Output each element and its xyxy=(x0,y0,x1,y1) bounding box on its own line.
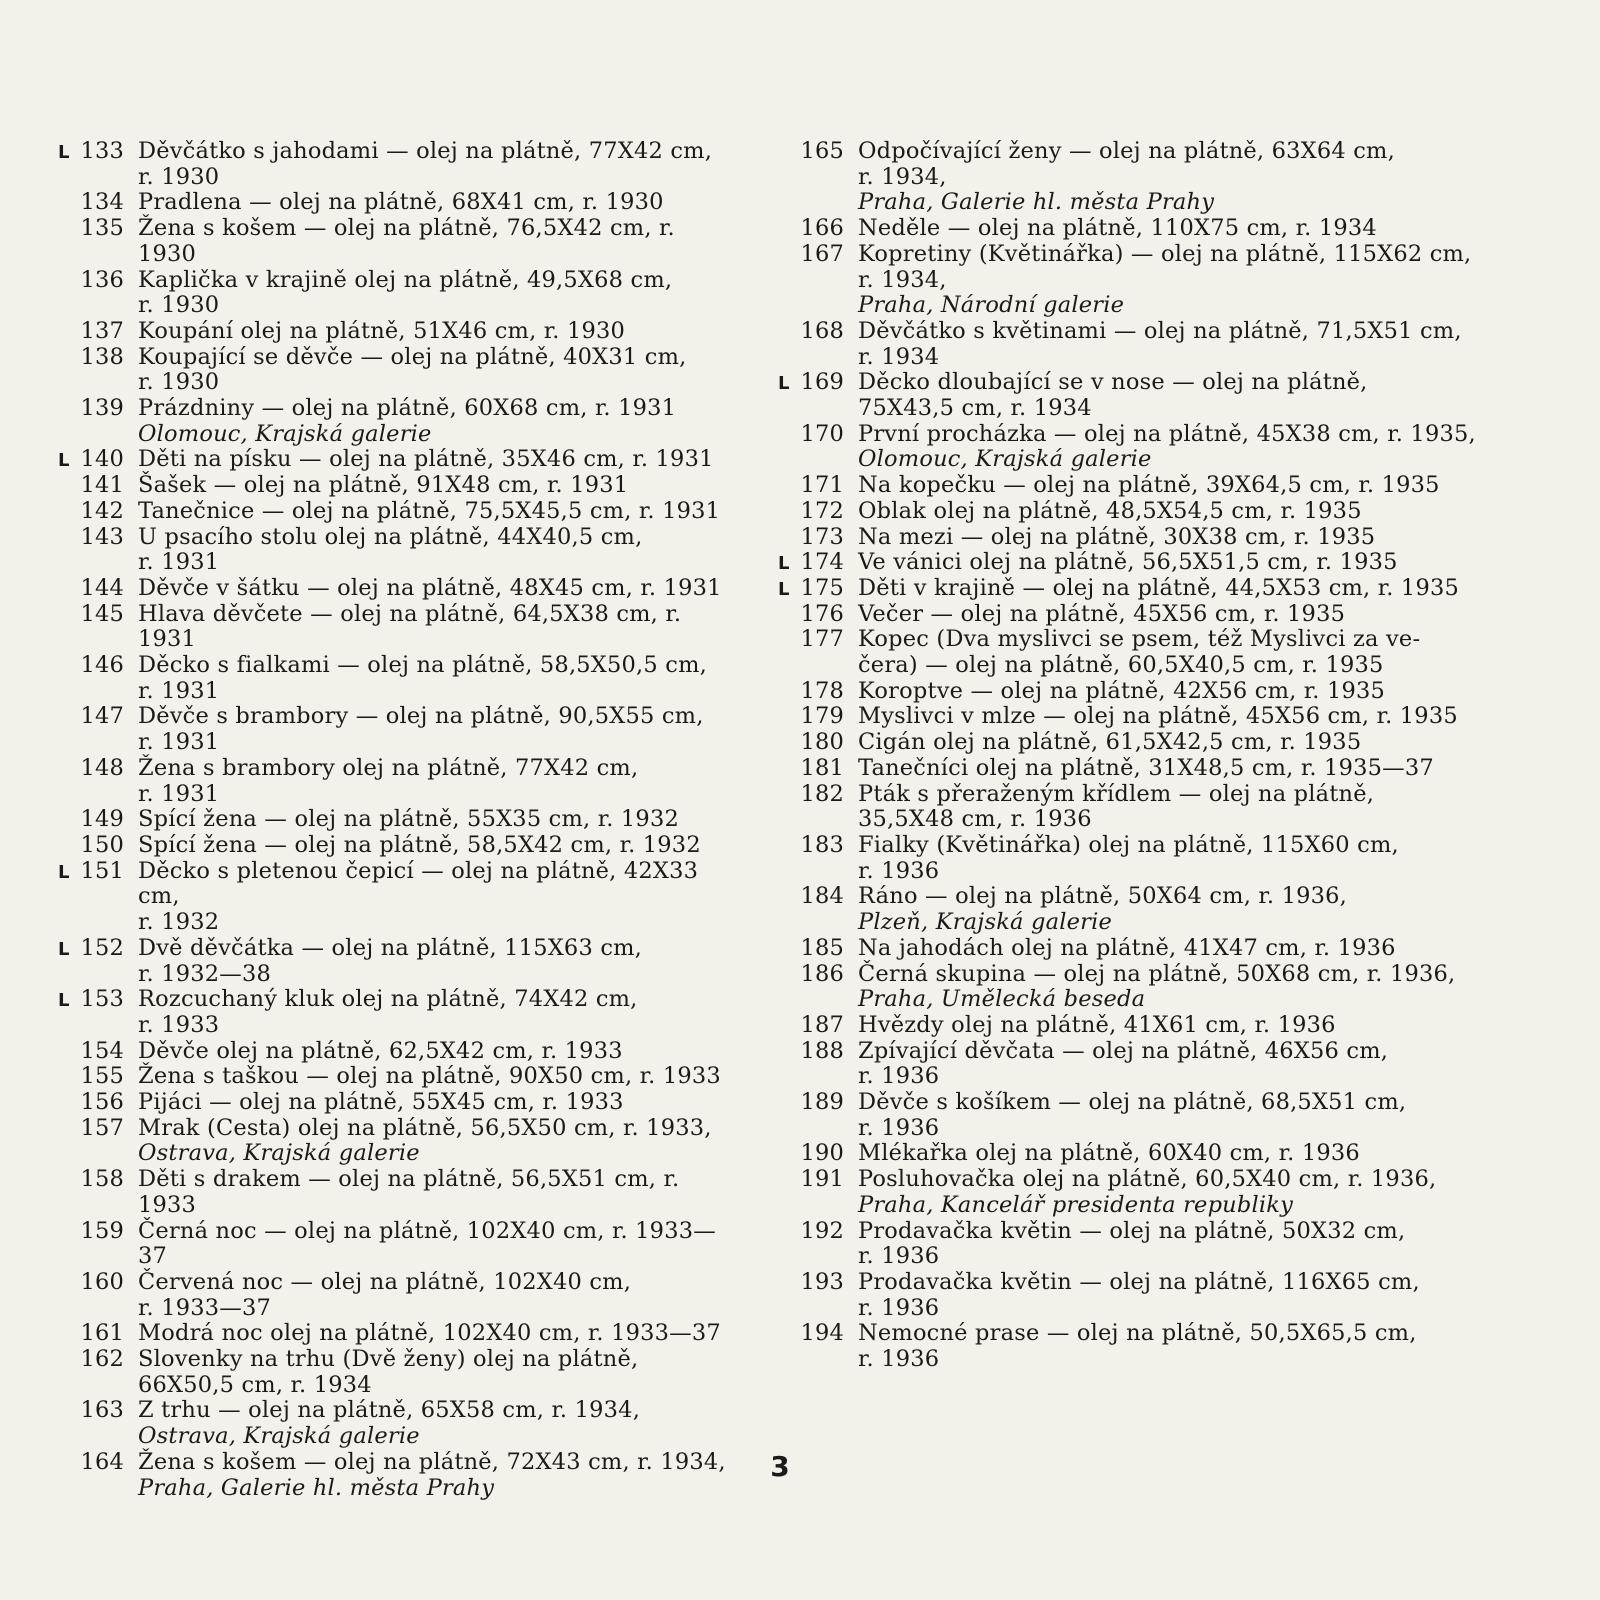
entry-number: 139 xyxy=(80,395,124,422)
entry-text-line: Mrak (Cesta) olej na plátně, 56,5X50 cm, r. 1933, xyxy=(138,1114,712,1141)
entry-text-line: Děvče olej na plátně, 62,5X42 cm, r. 1933 xyxy=(138,1037,623,1064)
entry-number: 160 xyxy=(80,1268,124,1295)
catalog-entry xyxy=(800,679,1480,705)
handwritten-mark: L xyxy=(58,938,70,960)
entry-number: 157 xyxy=(80,1114,124,1141)
catalog-entry xyxy=(80,396,740,447)
entry-number: 166 xyxy=(800,215,844,242)
catalog-entry xyxy=(800,473,1480,499)
entry-text-line: Na kopečku — olej na plátně, 39X64,5 cm, r. 1935 xyxy=(858,472,1440,499)
entry-number: 136 xyxy=(80,266,124,293)
entry-text-line: U psacího stolu olej na plátně, 44X40,5 cm, xyxy=(138,523,643,550)
catalog-entry xyxy=(80,525,740,576)
catalog-entry xyxy=(800,936,1480,962)
entry-number: 190 xyxy=(800,1140,844,1167)
entry-location: Olomouc, Krajská galerie xyxy=(138,420,432,447)
catalog-entry xyxy=(800,319,1480,370)
catalog-entry xyxy=(800,1039,1480,1090)
entry-number: 137 xyxy=(80,317,124,344)
entry-text-line: Červená noc — olej na plátně, 102X40 cm, xyxy=(138,1268,632,1295)
entry-text-line: Pijáci — olej na plátně, 55X45 cm, r. 1933 xyxy=(138,1089,624,1116)
catalog-entry xyxy=(800,422,1480,473)
catalog-entry xyxy=(80,216,740,267)
entry-text-line: Děcko s pletenou čepicí — olej na plátně, 42X33 cm, xyxy=(138,857,699,910)
catalog-entry xyxy=(800,1141,1480,1167)
catalog-entry xyxy=(800,627,1480,678)
entry-number: 173 xyxy=(800,523,844,550)
entry-number: 151 xyxy=(80,857,124,884)
entry-number: 180 xyxy=(800,729,844,756)
entry-text-line: Děti v krajině — olej na plátně, 44,5X53 cm, r. 1935 xyxy=(858,574,1459,601)
catalog-entry xyxy=(80,268,740,319)
entry-text-line: Rozcuchaný kluk olej na plátně, 74X42 cm, xyxy=(138,986,638,1013)
entry-number: 146 xyxy=(80,652,124,679)
catalog-entry xyxy=(58,986,740,1038)
catalog-entry xyxy=(800,1090,1480,1141)
entry-location: Praha, Umělecká beseda xyxy=(858,986,1146,1013)
entry-text-line: Žena s taškou — olej na plátně, 90X50 cm, r. 1933 xyxy=(138,1063,721,1090)
entry-text-line: Kopretiny (Květinářka) — olej na plátně, 115X62 cm, xyxy=(858,240,1472,267)
entry-location: Ostrava, Krajská galerie xyxy=(138,1423,420,1450)
entry-text-line: r. 1934, xyxy=(858,163,947,190)
entry-text-line: Tanečnice — olej na plátně, 75,5X45,5 cm, r. 1931 xyxy=(138,497,721,524)
entry-location: Praha, Kancelář presidenta republiky xyxy=(858,1191,1294,1218)
entry-text-line: Slovenky na trhu (Dvě ženy) olej na plátně, xyxy=(138,1346,639,1373)
entry-text-line: r. 1933 xyxy=(138,1011,220,1038)
entry-text-line: 75X43,5 cm, r. 1934 xyxy=(858,395,1092,422)
entry-number: 193 xyxy=(800,1268,844,1295)
entry-text-line: 35,5X48 cm, r. 1936 xyxy=(858,806,1092,833)
entry-text-line: Děcko s fialkami — olej na plátně, 58,5X50,5 cm, xyxy=(138,652,707,679)
entry-number: 170 xyxy=(800,420,844,447)
entry-number: 144 xyxy=(80,574,124,601)
catalog-entry xyxy=(800,139,1480,216)
catalog-entry xyxy=(778,369,1480,422)
entry-text-line: r. 1931 xyxy=(138,549,220,576)
entry-text-line: r. 1936 xyxy=(858,1294,940,1321)
entry-number: 175 xyxy=(800,574,844,601)
entry-text-line: Neděle — olej na plátně, 110X75 cm, r. 1934 xyxy=(858,215,1377,242)
entry-text-line: 66X50,5 cm, r. 1934 xyxy=(138,1371,372,1398)
entry-text-line: Žena s košem — olej na plátně, 72X43 cm, r. 1934, xyxy=(138,1448,726,1475)
entry-number: 141 xyxy=(80,472,124,499)
catalog-entry xyxy=(800,499,1480,525)
entry-text-line: Spící žena — olej na plátně, 55X35 cm, r. 1932 xyxy=(138,806,679,833)
entry-text-line: Prodavačka květin — olej na plátně, 50X32 cm, xyxy=(858,1217,1406,1244)
entry-number: 138 xyxy=(80,343,124,370)
entry-text-line: Pták s přeraženým křídlem — olej na plátně, xyxy=(858,780,1375,807)
entry-number: 185 xyxy=(800,934,844,961)
entry-text-line: r. 1936 xyxy=(858,857,940,884)
entry-text-line: Fialky (Květinářka) olej na plátně, 115X60 cm, xyxy=(858,831,1399,858)
handwritten-mark: L xyxy=(58,861,70,883)
handwritten-mark: L xyxy=(58,142,70,163)
entry-text-line: r. 1930 xyxy=(138,163,220,190)
entry-text-line: Černá skupina — olej na plátně, 50X68 cm, r. 1936, xyxy=(858,960,1456,987)
entry-text-line: r. 1933—37 xyxy=(138,1294,271,1321)
catalog-entry xyxy=(80,653,740,704)
entry-text-line: Kopec (Dva myslivci se psem, též Myslivci za ve- xyxy=(858,626,1421,653)
catalog-entry xyxy=(80,807,740,833)
entry-text-line: Tanečníci olej na plátně, 31X48,5 cm, r. 1935—37 xyxy=(858,754,1434,781)
entry-number: 148 xyxy=(80,754,124,781)
entry-number: 188 xyxy=(800,1037,844,1064)
catalog-entry xyxy=(800,242,1480,319)
entry-text-line: Prázdniny — olej na plátně, 60X68 cm, r. 1931 xyxy=(138,395,677,422)
catalog-entry xyxy=(778,549,1480,576)
entry-number: 171 xyxy=(800,472,844,499)
entry-text-line: Posluhovačka olej na plátně, 60,5X40 cm, r. 1936, xyxy=(858,1166,1437,1193)
entry-text-line: Nemocné prase — olej na plátně, 50,5X65,5 cm, xyxy=(858,1320,1417,1347)
entry-location: Ostrava, Krajská galerie xyxy=(138,1140,420,1167)
entry-text-line: Dvě děvčátka — olej na plátně, 115X63 cm, xyxy=(138,934,643,961)
entry-text-line: Děvčátko s květinami — olej na plátně, 71,5X51 cm, xyxy=(858,317,1462,344)
page-number: 3 xyxy=(770,1450,790,1483)
entry-text-line: Děvčátko s jahodami — olej na plátně, 77X42 cm, xyxy=(138,138,713,164)
catalog-entry xyxy=(80,1064,740,1090)
catalog-entry xyxy=(80,1321,740,1347)
entry-number: 184 xyxy=(800,883,844,910)
entry-number: 179 xyxy=(800,703,844,730)
entry-number: 172 xyxy=(800,497,844,524)
catalog-entry xyxy=(80,576,740,602)
catalog-entry xyxy=(800,833,1480,884)
entry-number: 182 xyxy=(800,780,844,807)
entry-text-line: Koupající se děvče — olej na plátně, 40X31 cm, xyxy=(138,343,687,370)
catalog-entry xyxy=(80,190,740,216)
entry-text-line: Pradlena — olej na plátně, 68X41 cm, r. 1930 xyxy=(138,189,664,216)
entry-text-line: r. 1932 xyxy=(138,909,220,936)
entry-number: 191 xyxy=(800,1166,844,1193)
catalog-entry xyxy=(80,1090,740,1116)
entry-number: 145 xyxy=(80,600,124,627)
entry-text-line: Oblak olej na plátně, 48,5X54,5 cm, r. 1935 xyxy=(858,497,1362,524)
entry-number: 155 xyxy=(80,1063,124,1090)
entry-number: 162 xyxy=(80,1346,124,1373)
entry-text-line: Děti s drakem — olej na plátně, 56,5X51 cm, r. 1933 xyxy=(138,1166,680,1218)
entry-number: 187 xyxy=(800,1011,844,1038)
entry-number: 134 xyxy=(80,189,124,216)
entry-text-line: První procházka — olej na plátně, 45X38 cm, r. 1935, xyxy=(858,420,1476,447)
entry-text-line: r. 1931 xyxy=(138,729,220,756)
entry-text-line: Prodavačka květin — olej na plátně, 116X65 cm, xyxy=(858,1268,1420,1295)
entry-number: 143 xyxy=(80,523,124,550)
catalog-entry xyxy=(80,1167,740,1218)
catalog-entry xyxy=(80,473,740,499)
catalog-entry xyxy=(800,1321,1480,1372)
entry-text-line: Děvče s brambory — olej na plátně, 90,5X55 cm, xyxy=(138,703,704,730)
catalog-column-left xyxy=(58,138,740,1501)
entry-text-line: r. 1930 xyxy=(138,292,220,319)
entry-number: 178 xyxy=(800,677,844,704)
entry-text-line: Zpívající děvčata — olej na plátně, 46X56 cm, xyxy=(858,1037,1389,1064)
catalog-entry xyxy=(80,1347,740,1398)
entry-text-line: Žena s košem — olej na plátně, 76,5X42 cm, r. 1930 xyxy=(138,215,675,267)
entry-number: 174 xyxy=(800,549,844,576)
entry-number: 194 xyxy=(800,1320,844,1347)
catalog-entry xyxy=(80,1039,740,1065)
entry-text-line: Z trhu — olej na plátně, 65X58 cm, r. 1934, xyxy=(138,1397,641,1424)
entry-text-line: Cigán olej na plátně, 61,5X42,5 cm, r. 1935 xyxy=(858,729,1362,756)
entry-number: 154 xyxy=(80,1037,124,1064)
entry-text-line: Mlékařka olej na plátně, 60X40 cm, r. 1936 xyxy=(858,1140,1360,1167)
handwritten-mark: L xyxy=(778,553,790,575)
entry-number: 183 xyxy=(800,831,844,858)
entry-text-line: Myslivci v mlze — olej na plátně, 45X56 cm, r. 1935 xyxy=(858,703,1458,730)
entry-text-line: Odpočívající ženy — olej na plátně, 63X64 cm, xyxy=(858,138,1395,164)
entry-text-line: Koupání olej na plátně, 51X46 cm, r. 1930 xyxy=(138,317,626,344)
entry-text-line: Spící žena — olej na plátně, 58,5X42 cm, r. 1932 xyxy=(138,831,701,858)
catalog-entry xyxy=(800,704,1480,730)
entry-number: 165 xyxy=(800,138,844,164)
entry-text-line: r. 1932—38 xyxy=(138,960,271,987)
entry-number: 168 xyxy=(800,317,844,344)
entry-number: 167 xyxy=(800,240,844,267)
handwritten-mark: L xyxy=(778,578,790,600)
entry-number: 156 xyxy=(80,1089,124,1116)
entry-text-line: Na mezi — olej na plátně, 30X38 cm, r. 1935 xyxy=(858,523,1376,550)
catalog-entry xyxy=(800,216,1480,242)
entry-text-line: r. 1934, xyxy=(858,266,947,293)
catalog-entry xyxy=(58,138,740,190)
catalog-entry xyxy=(800,525,1480,551)
entry-number: 158 xyxy=(80,1166,124,1193)
entry-number: 164 xyxy=(80,1448,124,1475)
entry-location: Praha, Galerie hl. města Prahy xyxy=(138,1474,495,1501)
entry-number: 153 xyxy=(80,986,124,1013)
catalog-entry xyxy=(80,602,740,653)
entry-number: 181 xyxy=(800,754,844,781)
entry-text-line: Modrá noc olej na plátně, 102X40 cm, r. 1933—37 xyxy=(138,1320,721,1347)
catalog-entry xyxy=(800,602,1480,628)
catalog-entry xyxy=(80,319,740,345)
handwritten-mark: L xyxy=(58,450,70,472)
entry-text-line: r. 1936 xyxy=(858,1063,940,1090)
catalog-entry xyxy=(800,884,1480,935)
entry-number: 149 xyxy=(80,806,124,833)
entry-number: 189 xyxy=(800,1089,844,1116)
catalog-entry xyxy=(58,446,740,473)
catalog-entry xyxy=(80,1398,740,1449)
entry-text-line: Hvězdy olej na plátně, 41X61 cm, r. 1936 xyxy=(858,1011,1336,1038)
entry-location: Praha, Galerie hl. města Prahy xyxy=(858,189,1215,216)
entry-number: 152 xyxy=(80,934,124,961)
entry-number: 176 xyxy=(800,600,844,627)
entry-location: Praha, Národní galerie xyxy=(858,292,1125,319)
catalog-entry xyxy=(800,1270,1480,1321)
entry-text-line: Děvče s košíkem — olej na plátně, 68,5X51 cm, xyxy=(858,1089,1407,1116)
entry-number: 186 xyxy=(800,960,844,987)
handwritten-mark: L xyxy=(778,373,790,395)
catalog-entry xyxy=(778,574,1480,602)
catalog-entry xyxy=(800,962,1480,1013)
entry-location: Plzeň, Krajská galerie xyxy=(858,909,1112,936)
catalog-entry xyxy=(80,704,740,755)
entry-location: Olomouc, Krajská galerie xyxy=(858,446,1152,473)
entry-text-line: Děcko dloubající se v nose — olej na plátně, xyxy=(858,369,1368,396)
catalog-column-right xyxy=(778,138,1480,1373)
entry-number: 192 xyxy=(800,1217,844,1244)
entry-number: 163 xyxy=(80,1397,124,1424)
catalog-entry xyxy=(800,1013,1480,1039)
entry-text-line: Ve vánici olej na plátně, 56,5X51,5 cm, r. 1935 xyxy=(858,549,1398,576)
entry-text-line: r. 1931 xyxy=(138,677,220,704)
entry-number: 147 xyxy=(80,703,124,730)
entry-text-line: r. 1931 xyxy=(138,780,220,807)
entry-text-line: r. 1936 xyxy=(858,1346,940,1373)
catalog-entry xyxy=(58,857,740,936)
entry-text-line: čera) — olej na plátně, 60,5X40,5 cm, r. 1935 xyxy=(858,652,1384,679)
catalog-entry xyxy=(800,782,1480,833)
handwritten-mark: L xyxy=(58,990,70,1012)
entry-text-line: Ráno — olej na plátně, 50X64 cm, r. 1936, xyxy=(858,883,1347,910)
entry-text-line: Žena s brambory olej na plátně, 77X42 cm, xyxy=(138,754,639,781)
entry-text-line: Děvče v šátku — olej na plátně, 48X45 cm, r. 1931 xyxy=(138,574,722,601)
entry-number: 142 xyxy=(80,497,124,524)
catalog-entry xyxy=(80,499,740,525)
entry-number: 169 xyxy=(800,369,844,396)
entry-number: 135 xyxy=(80,215,124,242)
entry-text-line: Na jahodách olej na plátně, 41X47 cm, r. 1936 xyxy=(858,934,1396,961)
catalog-entry xyxy=(80,1116,740,1167)
entry-number: 133 xyxy=(80,138,124,164)
catalog-entry xyxy=(80,756,740,807)
entry-text-line: r. 1930 xyxy=(138,369,220,396)
catalog-entry xyxy=(800,756,1480,782)
entry-text-line: Šašek — olej na plátně, 91X48 cm, r. 1931 xyxy=(138,472,629,499)
catalog-entry xyxy=(80,1270,740,1321)
entry-number: 140 xyxy=(80,446,124,473)
catalog-entry xyxy=(80,345,740,396)
catalog-entry xyxy=(80,833,740,859)
entry-text-line: Černá noc — olej na plátně, 102X40 cm, r. 1933—37 xyxy=(138,1217,716,1270)
entry-text-line: Hlava děvčete — olej na plátně, 64,5X38 cm, r. 1931 xyxy=(138,600,682,653)
entry-number: 159 xyxy=(80,1217,124,1244)
entry-text-line: r. 1936 xyxy=(858,1243,940,1270)
catalog-entry xyxy=(58,934,740,987)
entry-text-line: Kaplička v krajině olej na plátně, 49,5X68 cm, xyxy=(138,266,673,293)
entry-text-line: r. 1934 xyxy=(858,343,940,370)
entry-number: 161 xyxy=(80,1320,124,1347)
entry-text-line: r. 1936 xyxy=(858,1114,940,1141)
catalog-entry xyxy=(800,730,1480,756)
entry-number: 177 xyxy=(800,626,844,653)
entry-text-line: Večer — olej na plátně, 45X56 cm, r. 1935 xyxy=(858,600,1346,627)
entry-number: 150 xyxy=(80,831,124,858)
catalog-entry xyxy=(800,1167,1480,1218)
catalog-entry xyxy=(80,1219,740,1270)
entry-text-line: Děti na písku — olej na plátně, 35X46 cm, r. 1931 xyxy=(138,446,714,473)
entry-text-line: Koroptve — olej na plátně, 42X56 cm, r. 1935 xyxy=(858,677,1386,704)
catalog-entry xyxy=(800,1219,1480,1270)
